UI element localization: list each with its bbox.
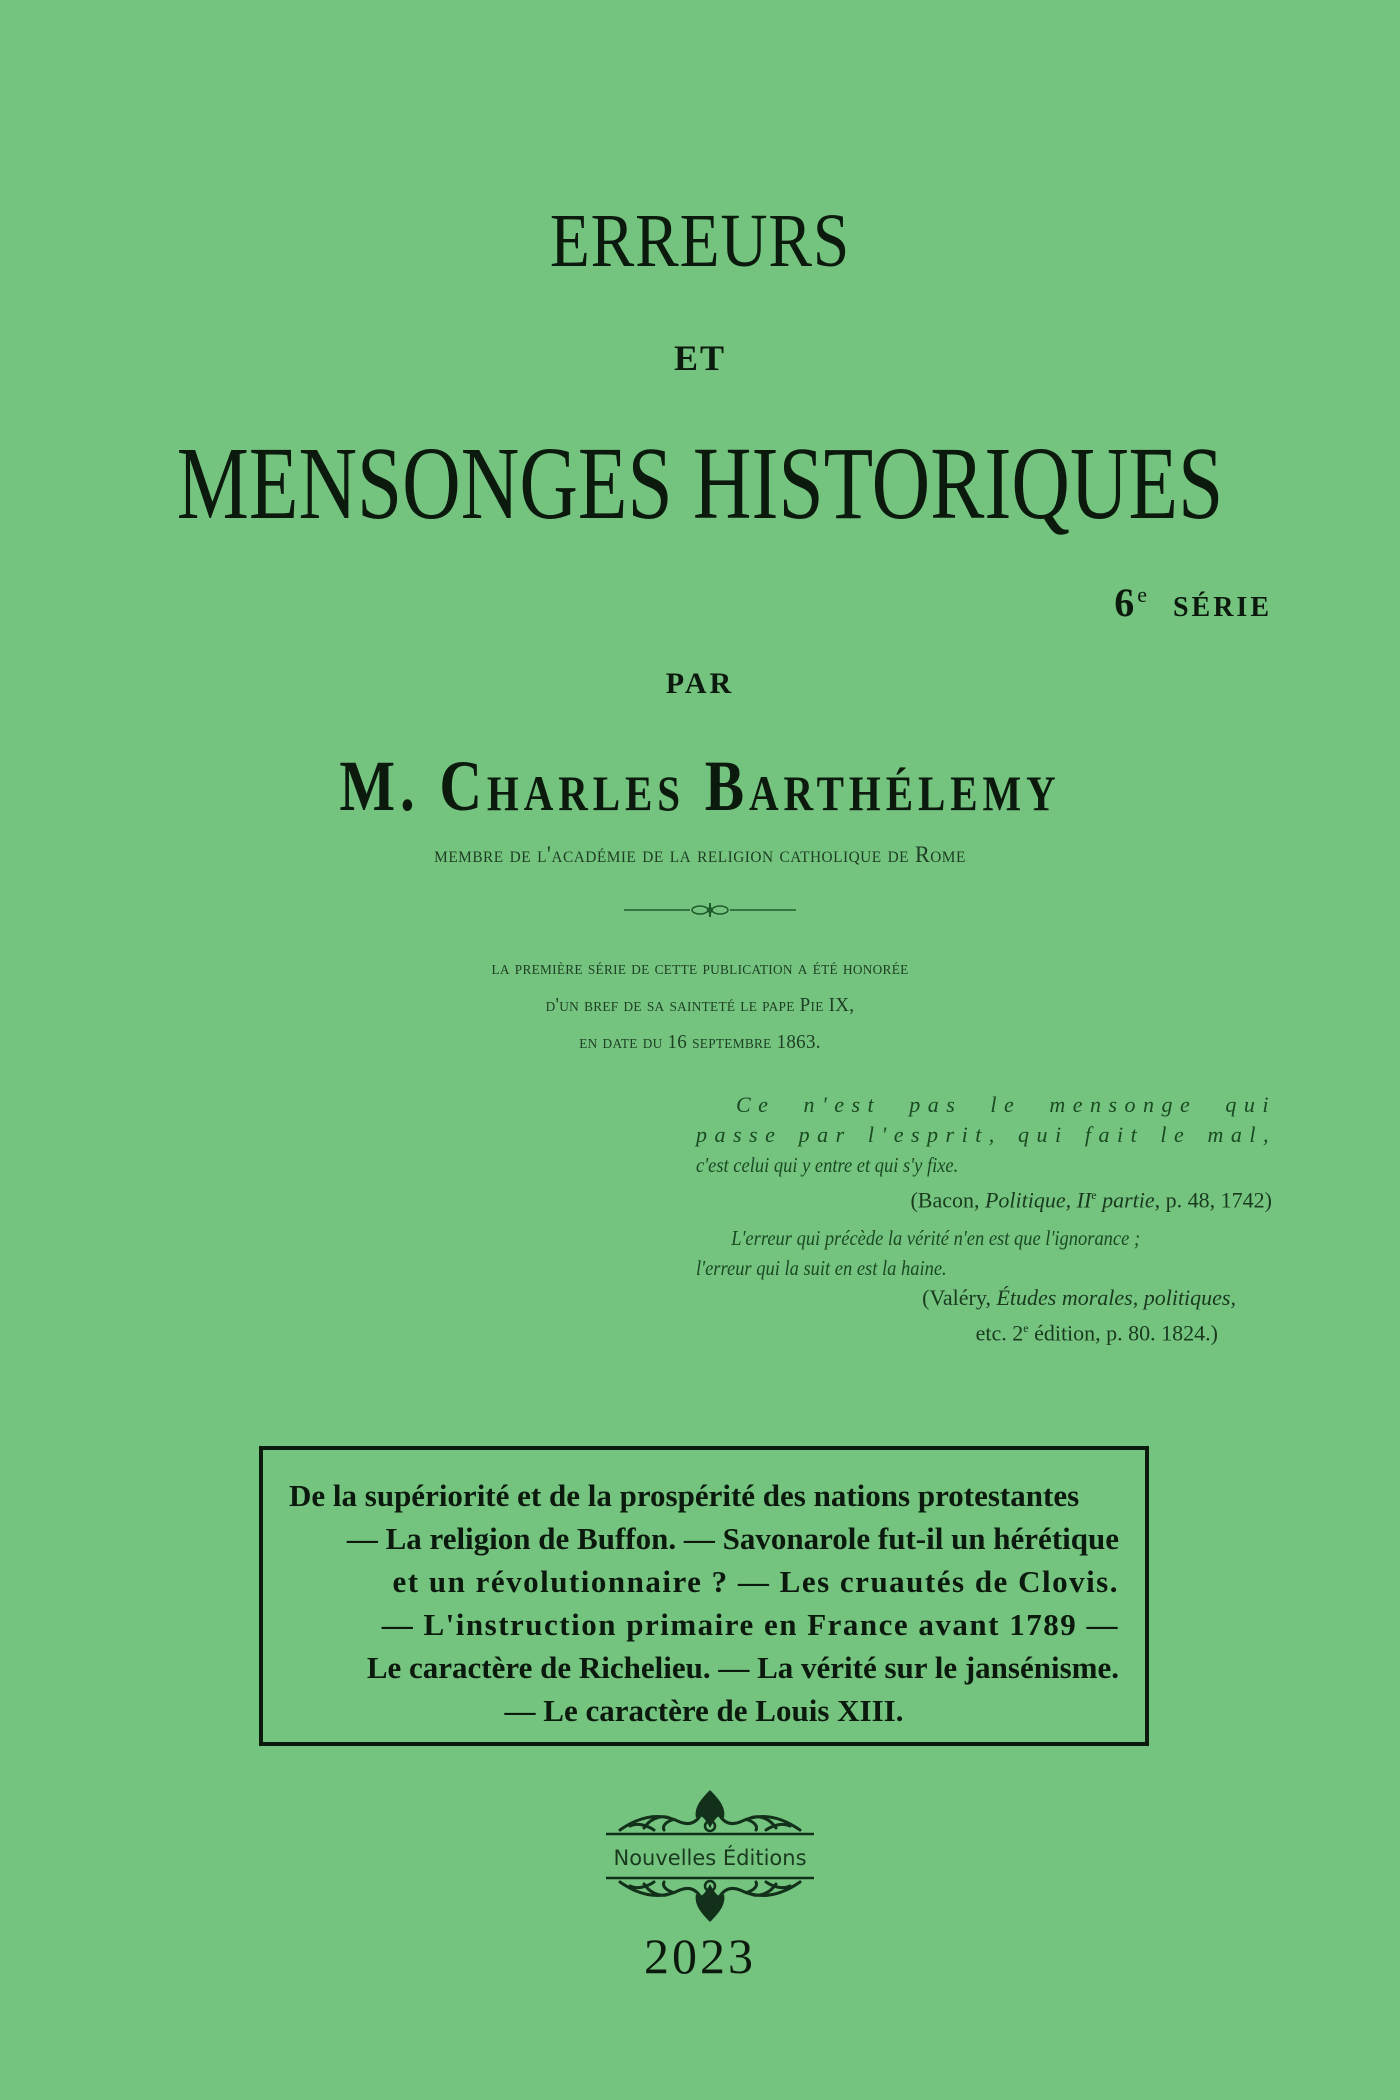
epigraph-citation bbox=[696, 1283, 1276, 1313]
contents-list bbox=[289, 1474, 1119, 1732]
publication-year: 2023 bbox=[644, 1928, 756, 1984]
epigraphs bbox=[696, 1090, 1276, 1349]
epigraph-valery bbox=[696, 1223, 1276, 1348]
series-number: 6 bbox=[1114, 580, 1138, 625]
title-connector: ET bbox=[673, 338, 727, 378]
epigraph-line: l'erreur qui la suit en est la haine. bbox=[696, 1256, 947, 1281]
author-name: M. Charles Barthélemy bbox=[339, 746, 1061, 826]
contents-line: — La religion de Buffon. — Savonarole fut-il un hérétique bbox=[346, 1521, 1119, 1556]
epigraph-line: c'est celui qui y entre et qui s'y fixe. bbox=[696, 1153, 959, 1177]
citation-sup: e bbox=[1023, 1321, 1029, 1336]
citation-author: (Bacon, bbox=[910, 1187, 985, 1213]
epigraph-line: Ce n'est pas le mensonge qui bbox=[736, 1092, 1276, 1117]
by-label: PAR bbox=[665, 667, 735, 700]
citation-prefix: etc. 2 bbox=[975, 1320, 1024, 1346]
honor-line: d'un bref de sa sainteté le pape Pie IX, bbox=[545, 994, 855, 1016]
contents-line: Le caractère de Richelieu. — La vérité sur le jansénisme. bbox=[366, 1650, 1119, 1685]
honor-line: en date du 16 septembre 1863. bbox=[579, 1031, 821, 1053]
series-word: série bbox=[1172, 580, 1272, 625]
citation-sup: e bbox=[1091, 1188, 1097, 1202]
ornament-divider-icon bbox=[624, 902, 796, 918]
contents-box bbox=[259, 1446, 1149, 1746]
epigraph-citation-cont bbox=[696, 1313, 1276, 1348]
contents-line: De la supériorité et de la prospérité des nations protestantes bbox=[289, 1478, 1080, 1513]
epigraph-bacon bbox=[696, 1090, 1276, 1215]
contents-line: et un révolutionnaire ? — Les cruautés de Clovis. bbox=[392, 1564, 1119, 1599]
citation-rest: , p. 48, 1742) bbox=[1154, 1187, 1272, 1213]
epigraph-line: L'erreur qui précède la vérité n'en est que l'ignorance ; bbox=[731, 1226, 1141, 1251]
honor-notice bbox=[35, 950, 1365, 1061]
series-label bbox=[1114, 570, 1272, 628]
title-line-1: ERREURS bbox=[549, 199, 851, 283]
epigraph-citation bbox=[696, 1180, 1276, 1215]
author-affiliation: membre de l'académie de la religion catholique de Rome bbox=[434, 842, 966, 867]
publisher-name: Nouvelles Éditions bbox=[613, 1846, 807, 1870]
series-ordinal: e bbox=[1137, 582, 1147, 607]
citation-rest: édition, p. 80. 1824.) bbox=[1028, 1320, 1218, 1346]
citation-work: Études morales, politiques, bbox=[996, 1285, 1236, 1311]
citation-work-suffix: partie bbox=[1096, 1187, 1155, 1213]
honor-line: la première série de cette publication a été honorée bbox=[491, 957, 909, 979]
citation-work: Politique, II bbox=[984, 1187, 1092, 1213]
title-line-2: MENSONGES HISTORIQUES bbox=[176, 426, 1224, 541]
contents-line: — L'instruction primaire en France avant 1789 — bbox=[381, 1607, 1119, 1642]
citation-author: (Valéry, bbox=[922, 1285, 997, 1311]
contents-line: — Le caractère de Louis XIII. bbox=[504, 1693, 904, 1728]
epigraph-line: passe par l'esprit, qui fait le mal, bbox=[696, 1122, 1276, 1147]
